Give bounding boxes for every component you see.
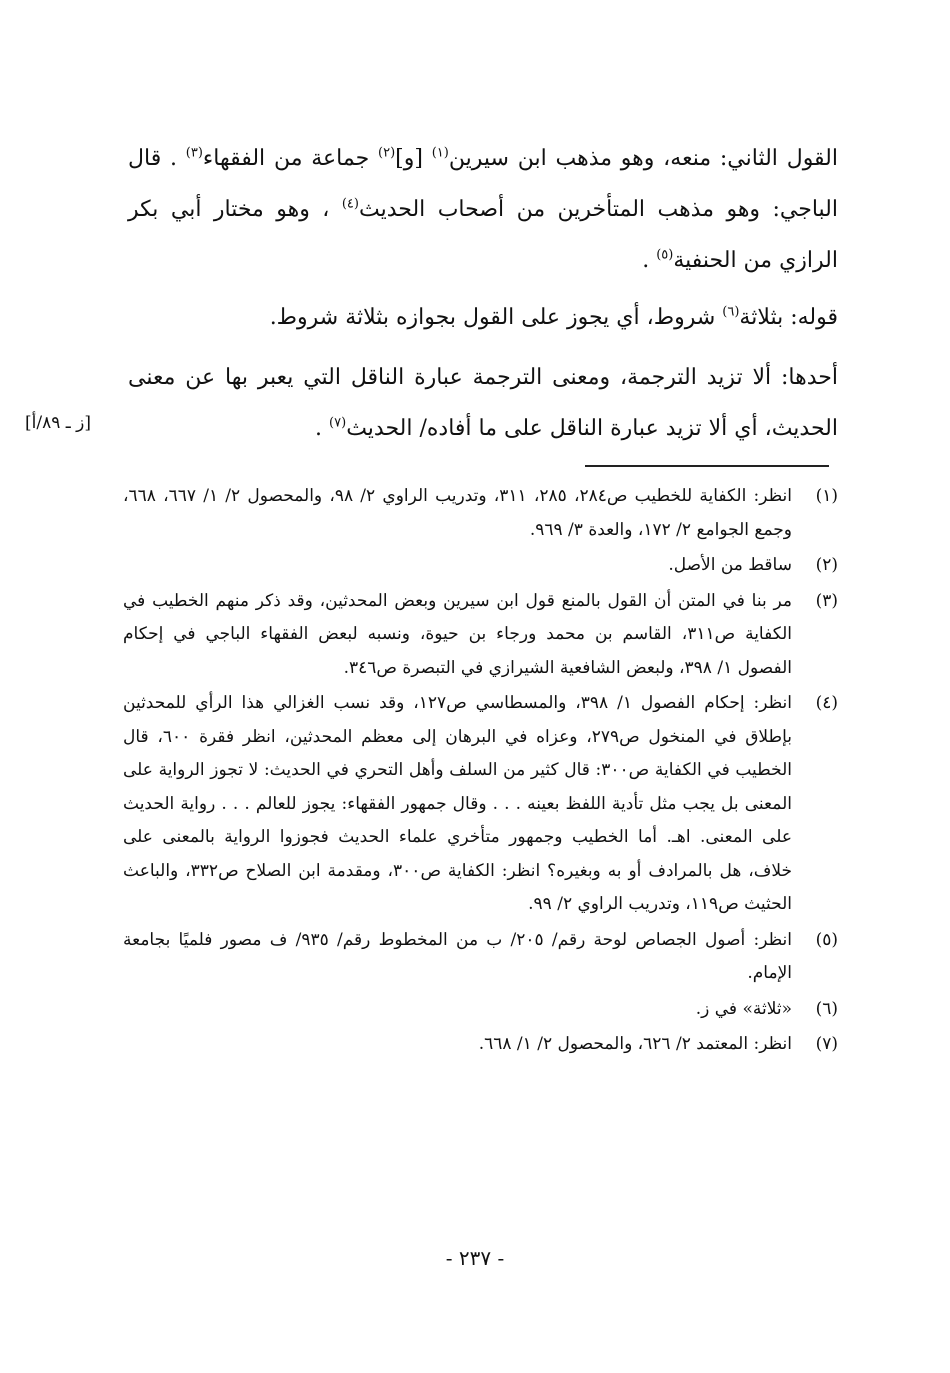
main-text-paragraph-2 [128, 292, 838, 343]
footnote-ref-7[interactable]: (٧) [329, 415, 347, 431]
footnote-ref-5[interactable]: (٥) [656, 247, 674, 263]
footnote-text: مر بنا في المتن أن القول بالمنع قول ابن سيرين وبعض المحدثين، وقد ذكر منهم الخطيب في الكفاية ص٣١١، القاسم بن محمد ورجاء بن حيوة، ونسبه لبعض الفقهاء الباجي في إحكام الفصول ١/ ٣٩٨، ولبعض الشافعية الشيرازي في التبصرة ص٣٤٦. [123, 590, 792, 678]
footnote-ref-2[interactable]: (٢) [378, 145, 396, 161]
text-segment: جماعة من الفقهاء [202, 146, 378, 171]
footnote-number: (٤) [815, 693, 838, 713]
footnote-number: (٧) [815, 1034, 838, 1054]
text-segment: قوله: بثلاثة [739, 305, 838, 330]
footnote-2 [123, 549, 838, 583]
text-segment: ، وهو مختار أبي بكر الرازي من الحنفية [128, 197, 838, 273]
footnote-text: «ثلاثة» في ز. [695, 998, 792, 1019]
footnote-number: (١) [815, 486, 838, 506]
footnote-number: (٢) [815, 555, 838, 575]
main-text-paragraph-3 [128, 352, 838, 454]
footnote-separator [585, 465, 829, 467]
footnote-number: (٣) [815, 590, 838, 611]
footnote-ref-3[interactable]: (٣) [185, 145, 203, 161]
main-text-paragraph-1 [128, 133, 838, 286]
footnote-number: (٥) [815, 929, 838, 950]
text-segment: [و] [395, 146, 432, 171]
page-number: - ٢٣٧ - [445, 1246, 505, 1270]
footnote-5 [123, 924, 838, 991]
footnote-ref-6[interactable]: (٦) [722, 304, 740, 320]
footnote-ref-1[interactable]: (١) [431, 145, 449, 161]
manuscript-folio-marker: [ز ـ ٨٩/أ] [25, 413, 91, 433]
text-segment: . [315, 416, 330, 441]
text-segment: شروط، أي يجوز على القول بجوازه بثلاثة شروط. [269, 305, 723, 330]
footnote-text: ساقط من الأصل. [668, 555, 792, 575]
text-segment: . قال الباجي: وهو مذهب المتأخرين من أصحاب الحديث [128, 146, 838, 222]
footnote-7 [123, 1028, 838, 1062]
footnote-text: انظر: المعتمد ٢/ ٦٢٦، والمحصول ٢/ ١/ ٦٦٨. [478, 1034, 792, 1054]
footnote-text: انظر: إحكام الفصول ١/ ٣٩٨، والمسطاسي ص١٢٧، وقد نسب الغزالي هذا الرأي للمحدثين بإطلاق في المنخول ص٢٧٩، وعزاه في البرهان إلى معظم المحدثين، انظر فقرة ٦٠٠، قال الخطيب في الكفاية ص٣٠٠: قال كثير من السلف وأهل التحري في الحديث: لا تجوز الرواية على المعنى بل يجب مثل تأدية اللفظ بعينه . . . وقال جمهور الفقهاء: يجوز للعالم . . . رواية الحديث على المعنى. اهـ. أما الخطيب وجمهور متأخري علماء الحديث فجوزوا الرواية بالمعنى على خلاف، هل بالمرادف أو به وبغيره؟ انظر: الكفاية ص٣٠٠، ومقدمة ابن الصلاح ص٣٣٢، والباعث الحثيث ص١١٩، وتدريب الراوي ٢/ ٩٩. [123, 693, 792, 914]
footnote-4 [123, 687, 838, 922]
footnote-text: انظر: أصول الجصاص لوحة رقم/ ٢٠٥/ ب من المخطوط رقم/ ٩٣٥/ ف مصور فلميًا بجامعة الإمام. [123, 929, 792, 983]
footnote-3 [123, 585, 838, 686]
text-segment: القول الثاني: منعه، وهو مذهب ابن سيرين [448, 146, 838, 171]
footnote-number: (٦) [815, 998, 838, 1019]
footnotes [123, 480, 838, 1064]
footnote-6 [123, 993, 838, 1027]
footnote-text: انظر: الكفاية للخطيب ص٢٨٤، ٢٨٥، ٣١١، وتدريب الراوي ٢/ ٩٨، والمحصول ٢/ ١/ ٦٦٧، ٦٦٨، وجمع الجوامع ٢/ ١٧٢، والعدة ٣/ ٩٦٩. [123, 486, 793, 540]
text-segment: . [642, 248, 657, 273]
footnote-ref-4[interactable]: (٤) [341, 196, 359, 212]
footnote-1 [123, 480, 838, 547]
text-segment: أحدها: ألا تزيد الترجمة، ومعنى الترجمة عبارة الناقل التي يعبر بها عن معنى الحديث، أي ألا تزيد عبارة الناقل على ما أفاده/ الحديث [128, 365, 838, 441]
